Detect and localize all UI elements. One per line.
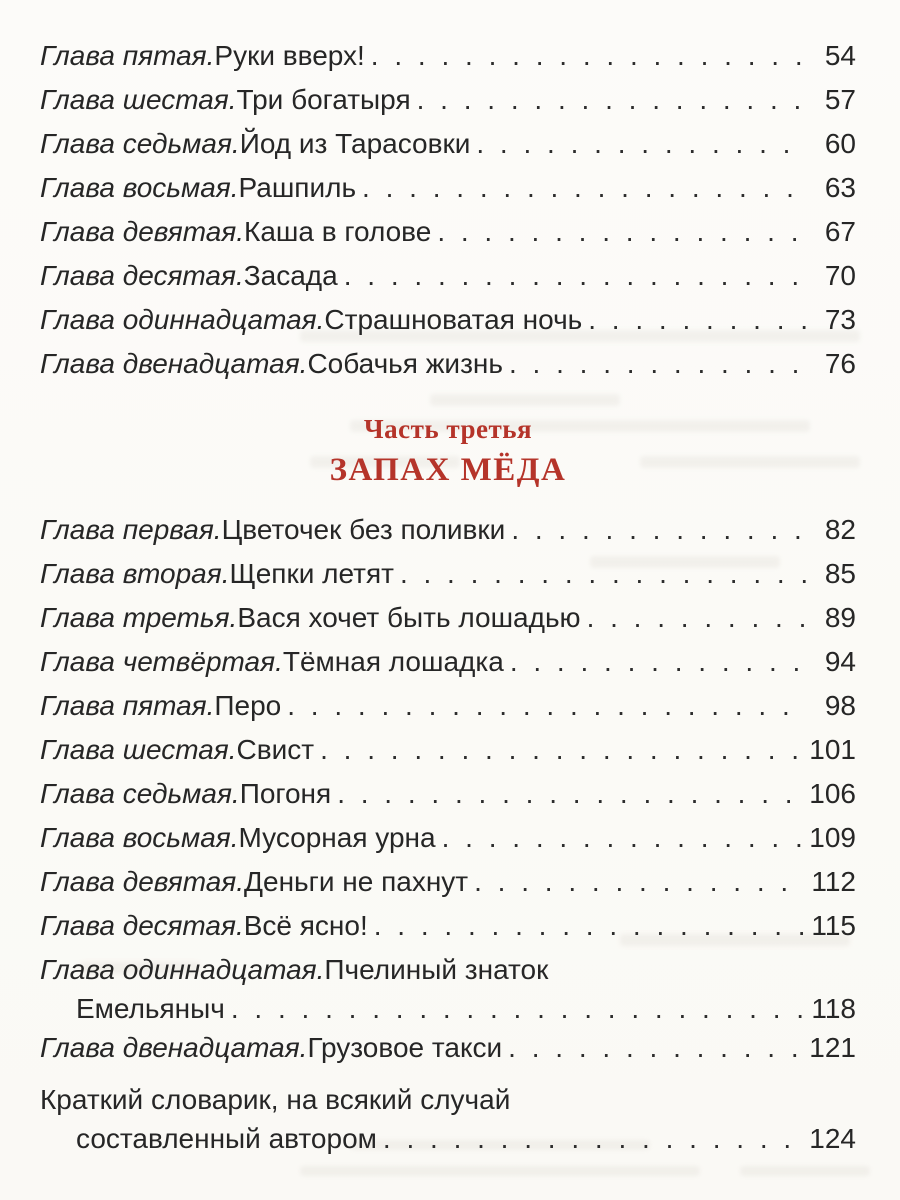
chapter-title: Собачья жизнь [307,348,503,379]
chapter-label: Глава одиннадцатая. [40,954,325,985]
toc-entry [40,948,856,1026]
chapter-title: Щепки летят [229,558,394,589]
chapter-title: Рашпиль [238,172,357,203]
toc-entry [40,728,856,772]
toc-entry [40,34,856,78]
page-number: 94 [824,646,856,677]
page-number: 121 [809,1032,856,1063]
toc-entry-line [40,684,856,728]
toc-entry [40,1026,856,1070]
toc-entry-line [40,78,856,122]
toc-entry-line [40,1078,856,1122]
dot-leader [442,816,802,860]
page-number: 118 [811,993,856,1024]
chapter-title: Страшноватая ночь [324,304,583,335]
chapter-label: Глава одиннадцатая. [40,304,325,335]
toc-entry-line [40,948,856,992]
page-number: 112 [811,866,856,897]
dot-leader [511,508,808,552]
toc-entry [40,166,856,210]
chapter-label: Глава вторая. [40,558,230,589]
toc-entry [40,904,856,948]
chapter-title: Всё ясно! [243,910,368,941]
page-number: 60 [824,128,856,159]
toc-entry-line [40,904,856,948]
chapter-title: Краткий словарик, на всякий случай [40,1084,511,1115]
page-number: 63 [824,172,856,203]
dot-leader [374,904,804,948]
chapter-title: Пчелиный знаток [324,954,549,985]
toc-entry-line [40,860,856,904]
toc-entry-line [40,298,856,342]
chapter-title: Вася хочет быть лошадью [237,602,581,633]
part-heading [40,410,856,492]
chapter-title: Каша в голове [244,216,432,247]
page-number: 54 [824,40,856,71]
toc-entry-line [40,772,856,816]
chapter-title: Деньги не пахнут [244,866,469,897]
chapter-label: Глава первая. [40,514,222,545]
dot-leader [383,1122,801,1156]
dot-leader [231,992,804,1026]
chapter-label: Глава десятая. [40,910,244,941]
toc-entry-line [40,166,856,210]
page-number: 89 [824,602,856,633]
chapter-title: Мусорная урна [238,822,436,853]
toc-entry-line [40,552,856,596]
table-of-contents [40,34,856,1156]
page-showthrough [740,1166,870,1176]
chapter-title: Грузовое такси [307,1032,503,1063]
toc-entry-line [40,210,856,254]
page-number: 98 [824,690,856,721]
dot-leader [476,122,808,166]
toc-entry [40,298,856,342]
toc-entry [40,78,856,122]
toc-entry [40,772,856,816]
toc-entry-line [40,122,856,166]
chapter-title-continued: Емельяныч [76,993,225,1024]
toc-entry [40,210,856,254]
toc-entry-line [40,508,856,552]
chapter-label: Глава седьмая. [40,778,240,809]
toc-entry-line [40,34,856,78]
page-number: 67 [824,216,856,247]
toc-entry [40,508,856,552]
page-number: 76 [824,348,856,379]
toc-entry [40,1078,856,1156]
chapter-label: Глава третья. [40,602,238,633]
dot-leader [588,298,808,342]
toc-entry-line [40,640,856,684]
toc-entry [40,860,856,904]
toc-entry [40,342,856,386]
toc-entry [40,684,856,728]
dot-leader [510,640,808,684]
toc-entry [40,254,856,298]
chapter-label: Глава десятая. [40,260,244,291]
chapter-label: Глава седьмая. [40,128,240,159]
toc-entry [40,816,856,860]
toc-entries-part-two [40,34,856,386]
toc-entries-part-three [40,508,856,1156]
page-number: 82 [824,514,856,545]
chapter-title: Перо [214,690,282,721]
chapter-title: Три богатыря [236,84,411,115]
page-number: 70 [824,260,856,291]
chapter-label: Глава пятая. [40,690,215,721]
page-number: 73 [824,304,856,335]
dot-leader [587,596,808,640]
toc-entry-line [40,342,856,386]
dot-leader [362,166,808,210]
page-showthrough [300,1166,700,1176]
toc-entry [40,596,856,640]
chapter-title: Засада [243,260,338,291]
dot-leader [337,772,801,816]
dot-leader [437,210,808,254]
toc-entry-line [40,254,856,298]
dot-leader [344,254,808,298]
chapter-title-continued: составленный автором [76,1123,377,1154]
dot-leader [509,342,808,386]
page-number: 106 [809,778,856,809]
toc-entry-line [40,596,856,640]
chapter-label: Глава девятая. [40,866,245,897]
chapter-title: Цветочек без поливки [221,514,506,545]
chapter-title: Погоня [239,778,332,809]
toc-entry [40,552,856,596]
dot-leader [417,78,808,122]
page-number: 124 [809,1123,856,1154]
toc-entry-line [40,728,856,772]
part-kicker: Часть третья [363,414,533,444]
dot-leader [287,684,808,728]
dot-leader [474,860,803,904]
chapter-label: Глава пятая. [40,40,215,71]
toc-entry-wrap-line [40,1122,856,1156]
toc-entry [40,640,856,684]
chapter-title: Йод из Тарасовки [239,128,471,159]
chapter-label: Глава шестая. [40,84,237,115]
dot-leader [508,1026,801,1070]
chapter-title: Свист [236,734,315,765]
dot-leader [371,34,808,78]
chapter-label: Глава шестая. [40,734,237,765]
toc-entry-line [40,816,856,860]
chapter-label: Глава четвёртая. [40,646,283,677]
toc-entry [40,122,856,166]
toc-entry-wrap-line [40,992,856,1026]
chapter-title: Руки вверх! [214,40,365,71]
page-number: 57 [824,84,856,115]
chapter-label: Глава восьмая. [40,172,239,203]
chapter-label: Глава двенадцатая. [40,1032,308,1063]
chapter-label: Глава восьмая. [40,822,239,853]
chapter-label: Глава двенадцатая. [40,348,308,379]
page-number: 109 [809,822,856,853]
dot-leader [400,552,808,596]
part-title: ЗАПАХ МЁДА [329,452,567,488]
chapter-title: Тёмная лошадка [282,646,504,677]
page-number: 115 [811,910,856,941]
dot-leader [320,728,801,772]
toc-entry-line [40,1026,856,1070]
chapter-label: Глава девятая. [40,216,245,247]
page-number: 101 [809,734,856,765]
page-number: 85 [824,558,856,589]
